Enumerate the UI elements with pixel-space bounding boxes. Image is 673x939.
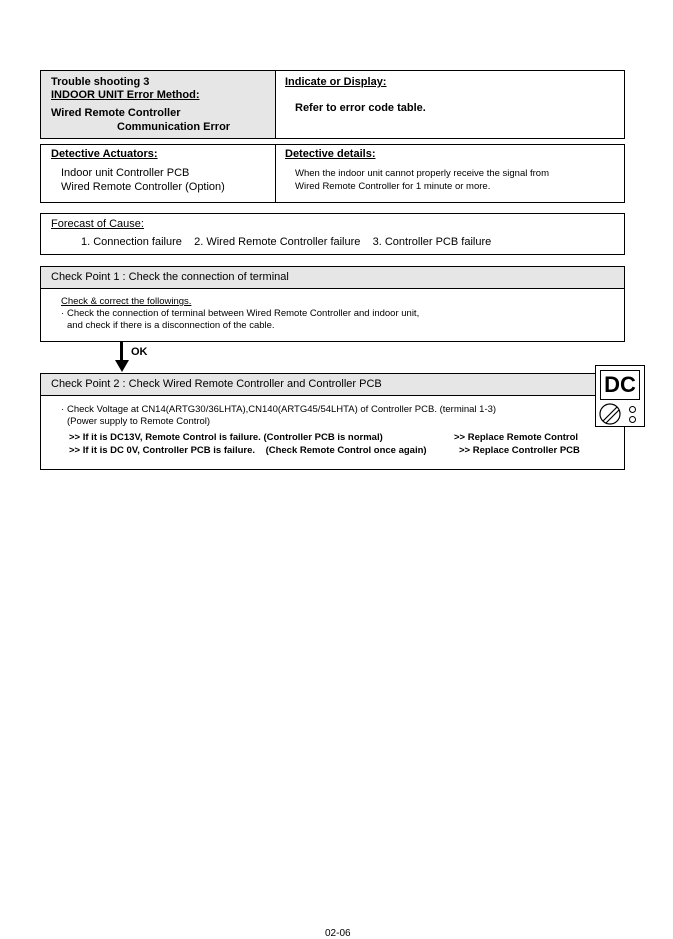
dc-meter-icon [595,365,645,427]
actuator-item: Indoor unit Controller PCB [61,167,190,179]
indicate-value: Refer to error code table. [295,102,426,114]
meter-jack-icon [629,406,636,413]
check-point-2-header [41,374,624,396]
header-box [40,70,625,139]
meter-dial-icon [599,403,621,425]
forecast-box [40,213,625,255]
forecast-causes: 1. Connection failure 2. Wired Remote Controller failure 3. Controller PCB failure [81,236,492,248]
check-point-1-line: and check if there is a disconnection of the cable. [67,320,275,331]
page-number: 02-06 [325,928,351,939]
check-point-1-title: Check Point 1 : Check the connection of terminal [51,271,289,283]
trouble-title: Trouble shooting 3 [51,76,150,88]
ok-label: OK [131,346,148,358]
result-line: >> If it is DC13V, Remote Control is failure. (Controller PCB is normal) [69,432,383,443]
action-line: >> Replace Controller PCB [459,445,580,456]
check-point-2-title: Check Point 2 : Check Wired Remote Controller and Controller PCB [51,378,382,390]
check-point-1-box [40,266,625,342]
meter-display: DC [600,370,640,400]
header-right-panel [275,71,624,138]
ok-arrow-head [115,360,129,372]
check-point-2-line: (Power supply to Remote Control) [67,416,211,427]
check-point-2-box [40,373,625,470]
error-name-line1: Wired Remote Controller [51,107,181,119]
details-line: Wired Remote Controller for 1 minute or more. [295,181,491,192]
actuators-label: Detective Actuators: [51,148,158,160]
details-line: When the indoor unit cannot properly receive the signal from [295,168,549,179]
forecast-label: Forecast of Cause: [51,218,144,230]
bullet-mark: · [61,404,65,415]
indicate-label: Indicate or Display: [285,76,387,88]
detective-box [40,144,625,203]
header-left-panel [41,71,275,138]
details-label: Detective details: [285,148,376,160]
details-panel [275,145,624,202]
check-point-1-sub: Check & correct the followings. [61,296,192,307]
actuator-item: Wired Remote Controller (Option) [61,181,225,193]
check-point-1-line: Check the connection of terminal between Wired Remote Controller and indoor unit, [67,308,420,319]
result-line: >> If it is DC 0V, Controller PCB is failure. (Check Remote Control once again) [69,445,427,456]
check-point-2-line: Check Voltage at CN14(ARTG30/36LHTA),CN140(ARTG45/54LHTA) of Controller PCB. (terminal 1-3) [67,404,497,415]
ok-arrow-line [120,342,123,362]
error-name-line2: Communication Error [117,121,231,133]
bullet-mark: · [61,308,65,319]
meter-jack-icon [629,416,636,423]
error-method-label: INDOOR UNIT Error Method: [51,89,200,101]
check-point-1-header [41,267,624,289]
action-line: >> Replace Remote Control [454,432,579,443]
